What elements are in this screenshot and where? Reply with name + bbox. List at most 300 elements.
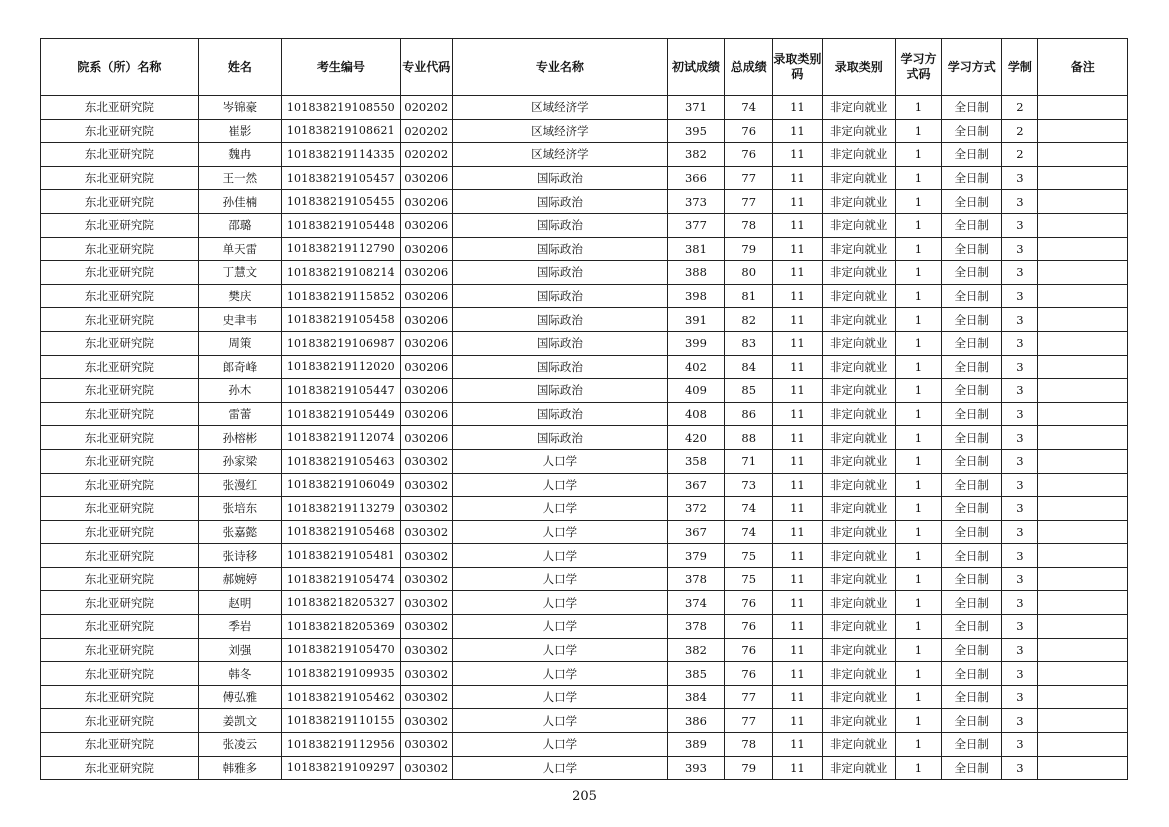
duration-header: 学制 [1002,39,1038,96]
table-row [41,190,1128,214]
initial-score-cell: 372 [667,497,724,521]
total-score-cell: 74 [725,96,773,120]
candidate-id-cell: 101838218205369 [282,615,401,639]
study-mode-cell: 全日制 [942,119,1002,143]
remarks-cell [1038,402,1128,426]
table-row [41,379,1128,403]
table-row [41,709,1128,733]
remarks-cell [1038,261,1128,285]
candidate-id-cell: 101838219108621 [282,119,401,143]
study-mode-cell: 全日制 [942,355,1002,379]
initial-score-cell: 371 [667,96,724,120]
name-cell: 傅弘雅 [198,685,281,709]
name-cell: 郝婉婷 [198,567,281,591]
candidate-id-cell: 101838219105458 [282,308,401,332]
study-mode-code-header: 学习方式码 [895,39,941,96]
total-score-cell: 74 [725,520,773,544]
study-mode-code-cell: 1 [895,96,941,120]
major-code-cell: 030302 [400,709,452,733]
major-code-cell: 030206 [400,261,452,285]
remarks-cell [1038,709,1128,733]
department-cell: 东北亚研究院 [41,166,199,190]
page-number: 205 [572,789,597,804]
major-code-cell: 030206 [400,331,452,355]
study-mode-cell: 全日制 [942,756,1002,780]
table-row [41,284,1128,308]
major-code-cell: 030302 [400,567,452,591]
initial-score-cell: 382 [667,638,724,662]
table-row [41,449,1128,473]
name-cell: 岑锦豪 [198,96,281,120]
major-code-cell: 030302 [400,638,452,662]
study-mode-cell: 全日制 [942,190,1002,214]
major-code-cell: 030302 [400,520,452,544]
study-mode-code-cell: 1 [895,520,941,544]
admission-category-cell: 非定向就业 [822,96,895,120]
duration-cell: 3 [1002,284,1038,308]
major-name-cell: 国际政治 [452,166,667,190]
major-code-cell: 030302 [400,449,452,473]
duration-cell: 3 [1002,733,1038,757]
admission-category-cell: 非定向就业 [822,756,895,780]
total-score-cell: 76 [725,143,773,167]
study-mode-code-cell: 1 [895,426,941,450]
department-cell: 东北亚研究院 [41,261,199,285]
study-mode-code-cell: 1 [895,544,941,568]
table-row [41,497,1128,521]
major-code-cell: 030206 [400,237,452,261]
admission-category-code-cell: 11 [773,473,822,497]
total-score-cell: 86 [725,402,773,426]
study-mode-code-cell: 1 [895,143,941,167]
duration-cell: 3 [1002,662,1038,686]
candidate-id-cell: 101838219105455 [282,190,401,214]
study-mode-code-cell: 1 [895,709,941,733]
major-name-cell: 国际政治 [452,379,667,403]
candidate-id-cell: 101838219105468 [282,520,401,544]
name-header: 姓名 [198,39,281,96]
duration-cell: 3 [1002,685,1038,709]
duration-cell: 3 [1002,497,1038,521]
major-name-cell: 人口学 [452,544,667,568]
department-cell: 东北亚研究院 [41,662,199,686]
candidate-id-cell: 101838219113279 [282,497,401,521]
major-name-cell: 国际政治 [452,331,667,355]
name-cell: 魏冉 [198,143,281,167]
initial-score-cell: 385 [667,662,724,686]
admission-category-code-cell: 11 [773,497,822,521]
remarks-cell [1038,591,1128,615]
candidate-id-cell: 101838219105474 [282,567,401,591]
candidate-id-cell: 101838219106049 [282,473,401,497]
study-mode-cell: 全日制 [942,213,1002,237]
table-row [41,237,1128,261]
study-mode-cell: 全日制 [942,143,1002,167]
candidate-id-cell: 101838219108550 [282,96,401,120]
study-mode-code-cell: 1 [895,402,941,426]
major-name-cell: 国际政治 [452,190,667,214]
admission-category-code-cell: 11 [773,143,822,167]
remarks-cell [1038,473,1128,497]
major-code-cell: 030302 [400,756,452,780]
duration-cell: 3 [1002,190,1038,214]
study-mode-cell: 全日制 [942,662,1002,686]
table-row [41,591,1128,615]
name-cell: 张诗移 [198,544,281,568]
admission-category-code-cell: 11 [773,402,822,426]
major-code-cell: 030302 [400,662,452,686]
major-name-cell: 国际政治 [452,426,667,450]
department-header: 院系（所）名称 [41,39,199,96]
initial-score-cell: 378 [667,615,724,639]
total-score-cell: 75 [725,567,773,591]
name-cell: 姜凯文 [198,709,281,733]
admission-category-code-cell: 11 [773,213,822,237]
name-cell: 单天雷 [198,237,281,261]
total-score-cell: 78 [725,733,773,757]
duration-cell: 3 [1002,261,1038,285]
study-mode-code-cell: 1 [895,473,941,497]
name-cell: 周策 [198,331,281,355]
candidate-id-cell: 101838219105457 [282,166,401,190]
department-cell: 东北亚研究院 [41,520,199,544]
total-score-cell: 82 [725,308,773,332]
study-mode-code-cell: 1 [895,379,941,403]
study-mode-code-cell: 1 [895,284,941,308]
total-score-cell: 81 [725,284,773,308]
initial-score-cell: 377 [667,213,724,237]
table-body [41,96,1128,780]
study-mode-code-cell: 1 [895,213,941,237]
major-code-header: 专业代码 [400,39,452,96]
table-row [41,567,1128,591]
department-cell: 东北亚研究院 [41,733,199,757]
name-cell: 韩雅多 [198,756,281,780]
initial-score-cell: 386 [667,709,724,733]
remarks-header: 备注 [1038,39,1128,96]
admission-category-cell: 非定向就业 [822,733,895,757]
study-mode-code-cell: 1 [895,638,941,662]
name-cell: 孙佳楠 [198,190,281,214]
duration-cell: 3 [1002,520,1038,544]
total-score-cell: 85 [725,379,773,403]
initial-score-cell: 398 [667,284,724,308]
admission-category-cell: 非定向就业 [822,685,895,709]
study-mode-cell: 全日制 [942,685,1002,709]
initial-score-cell: 389 [667,733,724,757]
study-mode-code-cell: 1 [895,166,941,190]
remarks-cell [1038,520,1128,544]
department-cell: 东北亚研究院 [41,96,199,120]
total-score-cell: 84 [725,355,773,379]
admission-category-code-cell: 11 [773,96,822,120]
admission-category-cell: 非定向就业 [822,119,895,143]
remarks-cell [1038,685,1128,709]
duration-cell: 3 [1002,426,1038,450]
name-cell: 崔影 [198,119,281,143]
department-cell: 东北亚研究院 [41,190,199,214]
table-row [41,308,1128,332]
name-cell: 刘强 [198,638,281,662]
major-code-cell: 020202 [400,119,452,143]
study-mode-cell: 全日制 [942,615,1002,639]
study-mode-cell: 全日制 [942,473,1002,497]
table-row [41,355,1128,379]
department-cell: 东北亚研究院 [41,709,199,733]
major-name-cell: 人口学 [452,733,667,757]
admission-category-cell: 非定向就业 [822,355,895,379]
remarks-cell [1038,213,1128,237]
admission-category-cell: 非定向就业 [822,402,895,426]
initial-score-cell: 391 [667,308,724,332]
major-name-cell: 人口学 [452,567,667,591]
department-cell: 东北亚研究院 [41,213,199,237]
candidate-id-cell: 101838219112074 [282,426,401,450]
name-cell: 赵明 [198,591,281,615]
major-code-cell: 020202 [400,143,452,167]
admission-category-cell: 非定向就业 [822,331,895,355]
admission-category-cell: 非定向就业 [822,567,895,591]
admission-category-code-cell: 11 [773,638,822,662]
total-score-cell: 76 [725,615,773,639]
name-cell: 孙木 [198,379,281,403]
study-mode-cell: 全日制 [942,379,1002,403]
admission-category-code-cell: 11 [773,426,822,450]
major-code-cell: 030302 [400,615,452,639]
remarks-cell [1038,166,1128,190]
table-row [41,96,1128,120]
candidate-id-cell: 101838219112956 [282,733,401,757]
name-cell: 张嘉懿 [198,520,281,544]
department-cell: 东北亚研究院 [41,143,199,167]
duration-cell: 3 [1002,213,1038,237]
name-cell: 王一然 [198,166,281,190]
table-row [41,685,1128,709]
admission-category-code-cell: 11 [773,615,822,639]
major-code-cell: 030302 [400,544,452,568]
study-mode-cell: 全日制 [942,284,1002,308]
study-mode-code-cell: 1 [895,261,941,285]
candidate-id-cell: 101838219114335 [282,143,401,167]
duration-cell: 2 [1002,143,1038,167]
admission-category-code-cell: 11 [773,449,822,473]
study-mode-code-cell: 1 [895,591,941,615]
total-score-cell: 76 [725,591,773,615]
total-score-cell: 77 [725,190,773,214]
admission-category-code-cell: 11 [773,685,822,709]
name-cell: 丁慧文 [198,261,281,285]
admission-category-code-cell: 11 [773,709,822,733]
admission-category-cell: 非定向就业 [822,449,895,473]
table-row [41,615,1128,639]
department-cell: 东北亚研究院 [41,497,199,521]
initial-score-cell: 395 [667,119,724,143]
study-mode-cell: 全日制 [942,261,1002,285]
total-score-cell: 79 [725,756,773,780]
candidate-id-header: 考生编号 [282,39,401,96]
total-score-cell: 76 [725,119,773,143]
candidate-id-cell: 101838219109297 [282,756,401,780]
department-cell: 东北亚研究院 [41,331,199,355]
study-mode-code-cell: 1 [895,685,941,709]
total-score-cell: 77 [725,166,773,190]
department-cell: 东北亚研究院 [41,544,199,568]
initial-score-cell: 374 [667,591,724,615]
major-name-header: 专业名称 [452,39,667,96]
study-mode-header: 学习方式 [942,39,1002,96]
candidate-id-cell: 101838219110155 [282,709,401,733]
admission-category-cell: 非定向就业 [822,497,895,521]
admission-category-cell: 非定向就业 [822,520,895,544]
major-code-cell: 030302 [400,473,452,497]
candidate-id-cell: 101838219105448 [282,213,401,237]
table-row [41,756,1128,780]
study-mode-code-cell: 1 [895,449,941,473]
study-mode-cell: 全日制 [942,520,1002,544]
total-score-cell: 76 [725,638,773,662]
candidate-id-cell: 101838219105470 [282,638,401,662]
admission-category-cell: 非定向就业 [822,379,895,403]
major-code-cell: 030206 [400,190,452,214]
name-cell: 孙榕彬 [198,426,281,450]
initial-score-cell: 367 [667,520,724,544]
admission-category-header: 录取类别 [822,39,895,96]
study-mode-code-cell: 1 [895,497,941,521]
admission-category-code-cell: 11 [773,756,822,780]
major-name-cell: 人口学 [452,638,667,662]
remarks-cell [1038,733,1128,757]
remarks-cell [1038,379,1128,403]
table-row [41,213,1128,237]
admission-category-cell: 非定向就业 [822,662,895,686]
admission-category-cell: 非定向就业 [822,166,895,190]
duration-cell: 3 [1002,567,1038,591]
table-row [41,331,1128,355]
study-mode-cell: 全日制 [942,638,1002,662]
admission-table [40,38,1128,780]
admission-category-cell: 非定向就业 [822,237,895,261]
initial-score-cell: 399 [667,331,724,355]
candidate-id-cell: 101838218205327 [282,591,401,615]
name-cell: 樊庆 [198,284,281,308]
total-score-cell: 77 [725,685,773,709]
study-mode-code-cell: 1 [895,190,941,214]
major-name-cell: 人口学 [452,449,667,473]
total-score-cell: 80 [725,261,773,285]
major-name-cell: 国际政治 [452,213,667,237]
initial-score-cell: 402 [667,355,724,379]
table-row [41,261,1128,285]
admission-category-cell: 非定向就业 [822,143,895,167]
total-score-cell: 74 [725,497,773,521]
department-cell: 东北亚研究院 [41,756,199,780]
total-score-cell: 88 [725,426,773,450]
initial-score-header: 初试成绩 [667,39,724,96]
major-code-cell: 030206 [400,284,452,308]
study-mode-code-cell: 1 [895,567,941,591]
table-row [41,143,1128,167]
initial-score-cell: 409 [667,379,724,403]
candidate-id-cell: 101838219112020 [282,355,401,379]
duration-cell: 3 [1002,756,1038,780]
name-cell: 张漫红 [198,473,281,497]
study-mode-code-cell: 1 [895,733,941,757]
department-cell: 东北亚研究院 [41,685,199,709]
major-name-cell: 人口学 [452,591,667,615]
department-cell: 东北亚研究院 [41,379,199,403]
department-cell: 东北亚研究院 [41,449,199,473]
name-cell: 史聿韦 [198,308,281,332]
admission-category-cell: 非定向就业 [822,709,895,733]
remarks-cell [1038,544,1128,568]
study-mode-cell: 全日制 [942,237,1002,261]
remarks-cell [1038,308,1128,332]
admission-category-cell: 非定向就业 [822,638,895,662]
initial-score-cell: 358 [667,449,724,473]
admission-category-cell: 非定向就业 [822,473,895,497]
candidate-id-cell: 101838219105463 [282,449,401,473]
table-header [41,39,1128,96]
major-code-cell: 030206 [400,426,452,450]
remarks-cell [1038,615,1128,639]
remarks-cell [1038,237,1128,261]
major-name-cell: 国际政治 [452,402,667,426]
major-code-cell: 030302 [400,733,452,757]
duration-cell: 3 [1002,402,1038,426]
table-row [41,473,1128,497]
major-code-cell: 030302 [400,497,452,521]
study-mode-code-cell: 1 [895,119,941,143]
major-name-cell: 人口学 [452,685,667,709]
total-score-cell: 76 [725,662,773,686]
initial-score-cell: 367 [667,473,724,497]
duration-cell: 3 [1002,449,1038,473]
admission-category-cell: 非定向就业 [822,426,895,450]
major-code-cell: 030206 [400,213,452,237]
department-cell: 东北亚研究院 [41,638,199,662]
initial-score-cell: 378 [667,567,724,591]
candidate-id-cell: 101838219108214 [282,261,401,285]
name-cell: 季岩 [198,615,281,639]
duration-cell: 2 [1002,119,1038,143]
total-score-cell: 73 [725,473,773,497]
admission-category-code-cell: 11 [773,166,822,190]
remarks-cell [1038,96,1128,120]
duration-cell: 3 [1002,355,1038,379]
admission-category-code-cell: 11 [773,520,822,544]
study-mode-cell: 全日制 [942,497,1002,521]
table-row [41,544,1128,568]
remarks-cell [1038,331,1128,355]
duration-cell: 3 [1002,638,1038,662]
admission-category-cell: 非定向就业 [822,308,895,332]
admission-category-code-cell: 11 [773,261,822,285]
study-mode-code-cell: 1 [895,308,941,332]
name-cell: 邵璐 [198,213,281,237]
initial-score-cell: 388 [667,261,724,285]
study-mode-cell: 全日制 [942,449,1002,473]
table-row [41,402,1128,426]
study-mode-code-cell: 1 [895,355,941,379]
department-cell: 东北亚研究院 [41,615,199,639]
duration-cell: 2 [1002,96,1038,120]
major-code-cell: 030206 [400,379,452,403]
remarks-cell [1038,119,1128,143]
duration-cell: 3 [1002,166,1038,190]
admission-category-cell: 非定向就业 [822,261,895,285]
total-score-cell: 78 [725,213,773,237]
initial-score-cell: 382 [667,143,724,167]
